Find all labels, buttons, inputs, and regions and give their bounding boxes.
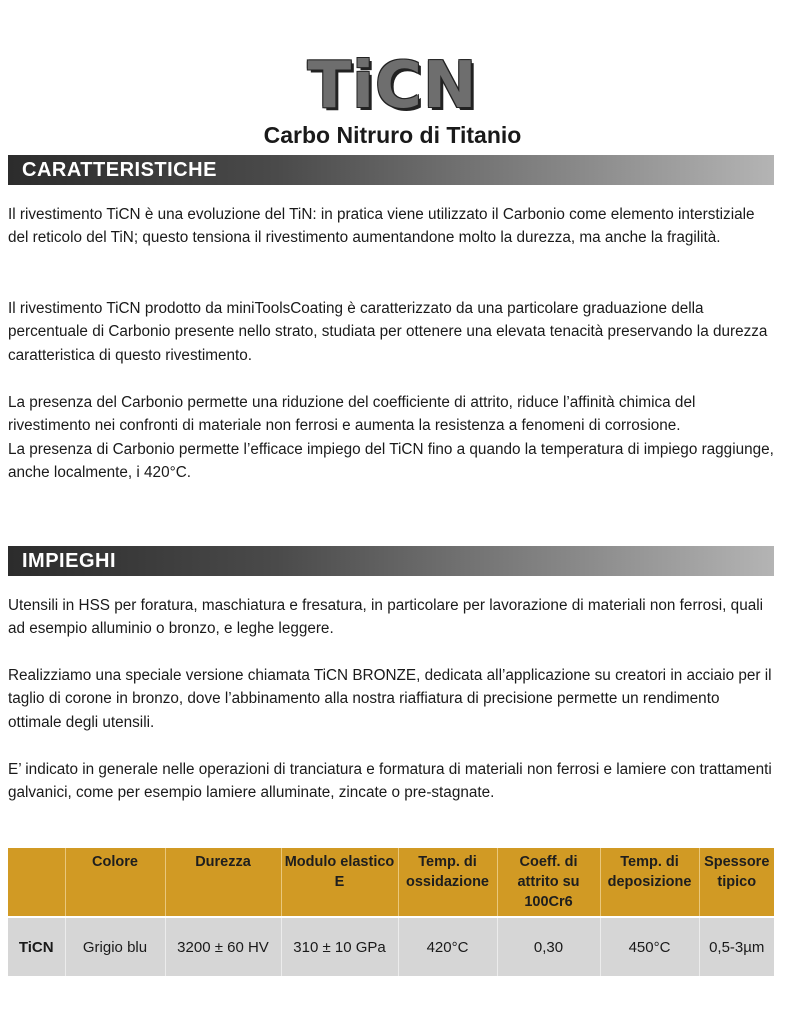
table-cell-coating: TiCN: [8, 917, 65, 976]
caratteristiche-paragraph-3: La presenza del Carbonio permette una riduzione del coefficiente di attrito, riduce l’affinità chimica del rivestimento nei confronti di materiale non ferrosi e aumenta la resistenza a fenomeni di corrosione.: [8, 394, 696, 435]
table-header-spessore: Spessore tipico: [699, 848, 774, 917]
section-title-impieghi: IMPIEGHI: [22, 550, 117, 572]
table-header-temp-deposizione: Temp. di deposizione: [600, 848, 699, 917]
table-cell-durezza: 3200 ± 60 HV: [165, 917, 281, 976]
table-header-row: [8, 848, 774, 917]
table-header-modulo-elastico: Modulo elastico E: [281, 848, 398, 917]
impieghi-paragraph-2: Realizziamo una speciale versione chiamata TiCN BRONZE, dedicata all’applicazione su creatori in acciaio per il taglio di corone in bronzo, dove l’abbinamento alla nostra riaffiatura di precisione permette un rendimento ottimale degli utensili.: [8, 667, 772, 731]
section-header-impieghi: [8, 546, 774, 576]
impieghi-paragraph-3: E’ indicato in generale nelle operazioni di tranciatura e formatura di materiali non ferrosi e lamiere con trattamenti galvanici, come per esempio lamiere alluminate, zincate o pre-stagnate.: [8, 761, 772, 802]
caratteristiche-paragraph-1: Il rivestimento TiCN è una evoluzione del TiN: in pratica viene utilizzato il Carbonio come elemento interstiziale del reticolo del TiN; questo tensiona il rivestimento aumentandone molto la durezza, ma anche la fragilità.: [8, 206, 755, 247]
table-header-temp-ossidazione: Temp. di ossidazione: [398, 848, 497, 917]
table-header-colore: Colore: [65, 848, 165, 917]
page-subtitle: Carbo Nitruro di Titanio: [263, 122, 522, 148]
table-header-durezza: Durezza: [165, 848, 281, 917]
table-header-cell: [8, 848, 65, 917]
table-header-coeff-attrito: Coeff. di attrito su 100Cr6: [497, 848, 600, 917]
caratteristiche-paragraph-4: La presenza di Carbonio permette l’efficace impiego del TiCN fino a quando la temperatura di impiego raggiunge, anche localmente, i 420°C.: [8, 441, 774, 482]
table-row: [8, 917, 774, 976]
section-title-caratteristiche: CARATTERISTICHE: [22, 159, 217, 181]
table-cell-coeff-attrito: 0,30: [497, 917, 600, 976]
ticn-logo: TiCN: [307, 49, 478, 123]
table-cell-spessore: 0,5-3µm: [699, 917, 774, 976]
impieghi-paragraph-1: Utensili in HSS per foratura, maschiatura e fresatura, in particolare per lavorazione di materiali non ferrosi, quali ad esempio alluminio o bronzo, e leghe leggere.: [8, 597, 764, 638]
table-cell-colore: Grigio blu: [65, 917, 165, 976]
table-cell-temp-ossidazione: 420°C: [398, 917, 497, 976]
specs-table: [8, 848, 774, 976]
table-cell-modulo-elastico: 310 ± 10 GPa: [281, 917, 398, 976]
section-header-caratteristiche: [8, 155, 774, 185]
table-cell-temp-deposizione: 450°C: [600, 917, 699, 976]
caratteristiche-paragraph-2: Il rivestimento TiCN prodotto da miniToolsCoating è caratterizzato da una particolare graduazione della percentuale di Carbonio presente nello strato, studiata per ottenere una elevata tenacità preservando la durezza caratteristica di questo rivestimento.: [8, 300, 768, 364]
